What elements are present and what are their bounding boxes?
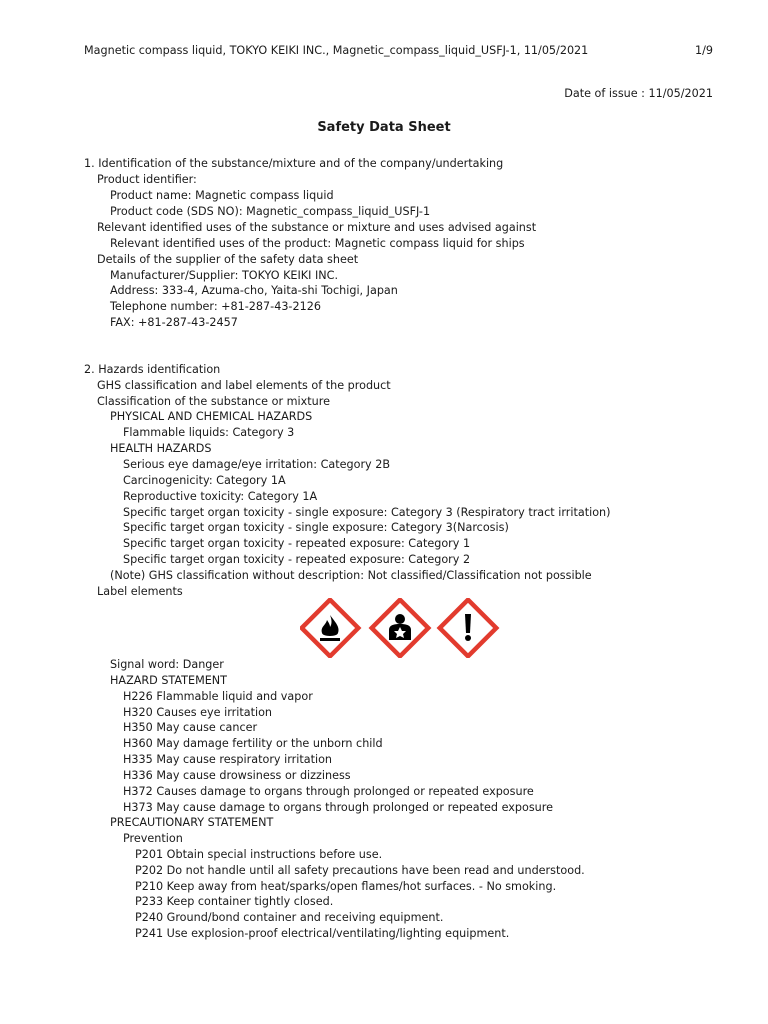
document-title: Safety Data Sheet — [317, 120, 451, 135]
document-line: PHYSICAL AND CHEMICAL HAZARDS — [110, 410, 313, 423]
document-line: H320 Causes eye irritation — [123, 706, 273, 719]
document-line: H360 May damage fertility or the unborn child — [123, 737, 383, 750]
document-line: Carcinogenicity: Category 1A — [123, 474, 286, 487]
document-line: P210 Keep away from heat/sparks/open flames/hot surfaces. - No smoking. — [135, 880, 557, 893]
date-of-issue: Date of issue : 11/05/2021 — [564, 87, 713, 100]
document-line: (Note) GHS classification without description: Not classified/Classification not possible — [110, 569, 592, 582]
document-line: Specific target organ toxicity - single exposure: Category 3 (Respiratory tract irritation) — [123, 506, 611, 519]
document-line: H336 May cause drowsiness or dizziness — [123, 769, 351, 782]
document-line: FAX: +81-287-43-2457 — [110, 316, 238, 329]
document-line: Prevention — [123, 832, 183, 845]
document-line: Details of the supplier of the safety data sheet — [97, 253, 359, 266]
page-header-title: Magnetic compass liquid, TOKYO KEIKI INC., Magnetic_compass_liquid_USFJ-1, 11/05/2021 — [84, 44, 589, 57]
document-line: Signal word: Danger — [110, 658, 224, 671]
document-line: H335 May cause respiratory irritation — [123, 753, 333, 766]
document-line: Specific target organ toxicity - repeated exposure: Category 1 — [123, 537, 471, 550]
document-line: HEALTH HAZARDS — [110, 442, 212, 455]
health-hazard-pictogram-icon — [372, 600, 429, 657]
document-line: Flammable liquids: Category 3 — [123, 426, 295, 439]
document-line: H226 Flammable liquid and vapor — [123, 690, 313, 703]
document-line: Label elements — [97, 585, 183, 598]
exclamation-pictogram-icon — [440, 600, 497, 657]
document-line: Address: 333-4, Azuma-cho, Yaita-shi Tochigi, Japan — [110, 284, 398, 297]
document-line: H350 May cause cancer — [123, 721, 258, 734]
document-line: P241 Use explosion-proof electrical/ventilating/lighting equipment. — [135, 927, 510, 940]
document-line: PRECAUTIONARY STATEMENT — [110, 816, 274, 829]
document-line: Product name: Magnetic compass liquid — [110, 189, 334, 202]
document-line: P233 Keep container tightly closed. — [135, 895, 334, 908]
document-line: Product code (SDS NO): Magnetic_compass_liquid_USFJ-1 — [110, 205, 431, 218]
section-heading: 1. Identification of the substance/mixture and of the company/undertaking — [84, 157, 504, 170]
page-number: 1/9 — [694, 44, 713, 57]
document-line: Reproductive toxicity: Category 1A — [123, 490, 318, 503]
document-line: Specific target organ toxicity - single exposure: Category 3(Narcosis) — [123, 521, 509, 534]
document-line: Product identifier: — [97, 173, 197, 186]
document-line: Manufacturer/Supplier: TOKYO KEIKI INC. — [110, 269, 339, 282]
document-line: Specific target organ toxicity - repeated exposure: Category 2 — [123, 553, 471, 566]
document-line: Relevant identified uses of the product: Magnetic compass liquid for ships — [110, 237, 525, 250]
document-line: Serious eye damage/eye irritation: Category 2B — [123, 458, 391, 471]
document-line: Relevant identified uses of the substance or mixture and uses advised against — [97, 221, 537, 234]
document-line: Telephone number: +81-287-43-2126 — [110, 300, 321, 313]
document-line: H373 May cause damage to organs through prolonged or repeated exposure — [123, 801, 554, 814]
document-line: HAZARD STATEMENT — [110, 674, 228, 687]
document-line: P240 Ground/bond container and receiving equipment. — [135, 911, 444, 924]
document-line: P202 Do not handle until all safety precautions have been read and understood. — [135, 864, 585, 877]
flame-pictogram-icon — [302, 600, 359, 657]
document-line: P201 Obtain special instructions before use. — [135, 848, 383, 861]
section-heading: 2. Hazards identification — [84, 363, 221, 376]
document-line: H372 Causes damage to organs through prolonged or repeated exposure — [123, 785, 534, 798]
ghs-pictograms — [300, 598, 500, 658]
document-line: GHS classification and label elements of the product — [97, 379, 391, 392]
document-line: Classification of the substance or mixture — [97, 395, 330, 408]
